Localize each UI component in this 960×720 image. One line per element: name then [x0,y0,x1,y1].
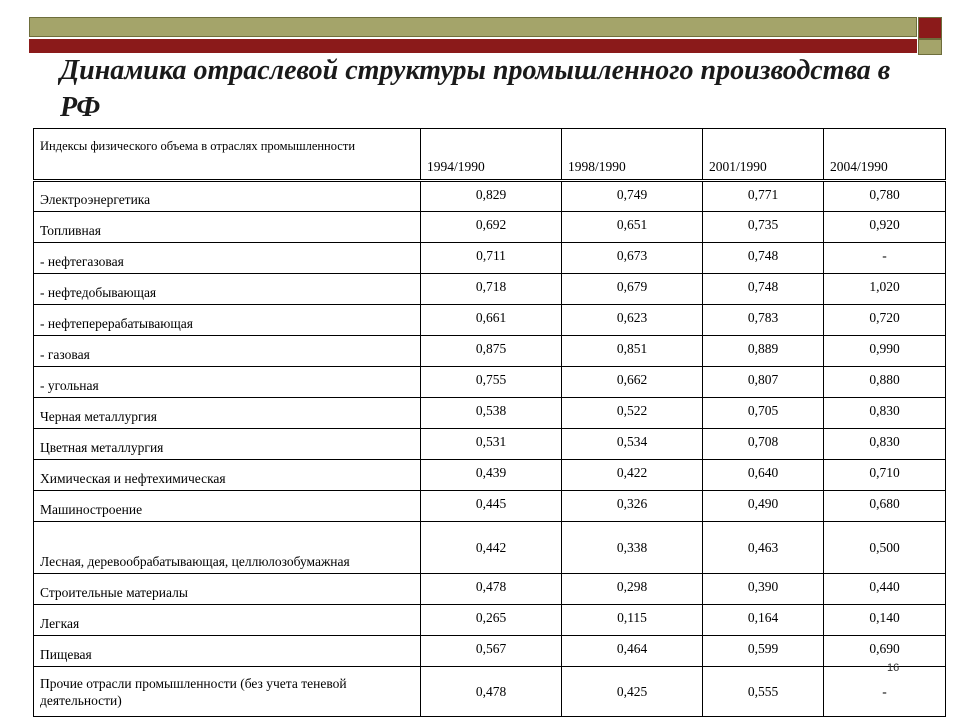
decor-bar-olive [29,17,917,37]
table-row [34,181,946,212]
row-label: Строительные материалы [34,574,421,605]
index-value-cell: 0,338 [562,522,703,574]
row-label: Машиностроение [34,491,421,522]
decor-square-red [918,17,942,39]
index-value-cell: 0,830 [824,398,946,429]
row-label: Химическая и нефтехимическая [34,460,421,491]
index-value-cell: 0,440 [824,574,946,605]
header-label: Индексы физического объема в отраслях промышленности [34,129,421,181]
index-value-cell: 0,710 [824,460,946,491]
row-label: Цветная металлургия [34,429,421,460]
index-value-cell: 0,889 [703,336,824,367]
index-value-cell: 0,720 [824,305,946,336]
page-number: 16 [887,662,900,674]
index-value-cell: - [824,243,946,274]
index-value-cell: 0,490 [703,491,824,522]
table-row [34,605,946,636]
index-value-cell: 0,680 [824,491,946,522]
index-value-cell: 0,531 [421,429,562,460]
row-label: - нефтедобывающая [34,274,421,305]
index-value-cell: 0,534 [562,429,703,460]
table-row [34,574,946,605]
index-value-cell: 0,115 [562,605,703,636]
index-value-cell: - [824,667,946,717]
table-body [34,181,946,717]
table-row [34,305,946,336]
table-row [34,460,946,491]
index-value-cell: 0,749 [562,181,703,212]
index-value-cell: 0,599 [703,636,824,667]
row-label: - газовая [34,336,421,367]
row-label: Электроэнергетика [34,181,421,212]
index-value-cell: 0,783 [703,305,824,336]
index-value-cell: 0,807 [703,367,824,398]
column-header: 2004/1990 [824,129,946,181]
table-header-row [34,129,946,181]
index-value-cell: 0,780 [824,181,946,212]
table-row [34,522,946,574]
row-label: Черная металлургия [34,398,421,429]
table-row [34,667,946,717]
row-label: - угольная [34,367,421,398]
table-row [34,367,946,398]
index-value-cell: 0,500 [824,522,946,574]
table-row [34,491,946,522]
index-value-cell: 0,623 [562,305,703,336]
index-value-cell: 1,020 [824,274,946,305]
index-value-cell: 0,478 [421,667,562,717]
table-row [34,336,946,367]
decor-square-olive [918,39,942,55]
index-value-cell: 0,705 [703,398,824,429]
index-value-cell: 0,851 [562,336,703,367]
table-row [34,636,946,667]
column-header: 1994/1990 [421,129,562,181]
industry-index-table [33,128,946,717]
decor-bar-red [29,39,917,53]
index-value-cell: 0,651 [562,212,703,243]
index-value-cell: 0,164 [703,605,824,636]
index-value-cell: 0,640 [703,460,824,491]
index-value-cell: 0,708 [703,429,824,460]
index-value-cell: 0,875 [421,336,562,367]
row-label: Легкая [34,605,421,636]
row-label: Лесная, деревообрабатывающая, целлюлозобумажная [34,522,421,574]
index-value-cell: 0,662 [562,367,703,398]
index-value-cell: 0,439 [421,460,562,491]
index-value-cell: 0,555 [703,667,824,717]
index-value-cell: 0,326 [562,491,703,522]
index-value-cell: 0,829 [421,181,562,212]
index-value-cell: 0,755 [421,367,562,398]
index-value-cell: 0,464 [562,636,703,667]
index-value-cell: 0,463 [703,522,824,574]
index-value-cell: 0,990 [824,336,946,367]
index-value-cell: 0,567 [421,636,562,667]
index-value-cell: 0,830 [824,429,946,460]
index-value-cell: 0,748 [703,243,824,274]
table-row [34,243,946,274]
index-value-cell: 0,692 [421,212,562,243]
table-row [34,429,946,460]
index-value-cell: 0,422 [562,460,703,491]
index-value-cell: 0,711 [421,243,562,274]
index-value-cell: 0,425 [562,667,703,717]
index-value-cell: 0,920 [824,212,946,243]
index-value-cell: 0,538 [421,398,562,429]
index-value-cell: 0,265 [421,605,562,636]
index-value-cell: 0,442 [421,522,562,574]
index-value-cell: 0,735 [703,212,824,243]
index-value-cell: 0,140 [824,605,946,636]
index-value-cell: 0,445 [421,491,562,522]
row-label: Топливная [34,212,421,243]
row-label: - нефтеперерабатывающая [34,305,421,336]
index-value-cell: 0,880 [824,367,946,398]
index-value-cell: 0,690 [824,636,946,667]
column-header: 2001/1990 [703,129,824,181]
row-label: Прочие отрасли промышленности (без учета теневой деятельности) [34,667,421,717]
index-value-cell: 0,522 [562,398,703,429]
table-row [34,398,946,429]
column-header: 1998/1990 [562,129,703,181]
table-row [34,274,946,305]
index-value-cell: 0,478 [421,574,562,605]
row-label: Пищевая [34,636,421,667]
index-value-cell: 0,298 [562,574,703,605]
index-value-cell: 0,679 [562,274,703,305]
index-value-cell: 0,771 [703,181,824,212]
index-value-cell: 0,748 [703,274,824,305]
index-value-cell: 0,718 [421,274,562,305]
table-row [34,212,946,243]
row-label: - нефтегазовая [34,243,421,274]
index-value-cell: 0,390 [703,574,824,605]
slide-title: Динамика отраслевой структуры промышленного производства в РФ [60,55,891,123]
index-value-cell: 0,673 [562,243,703,274]
index-value-cell: 0,661 [421,305,562,336]
